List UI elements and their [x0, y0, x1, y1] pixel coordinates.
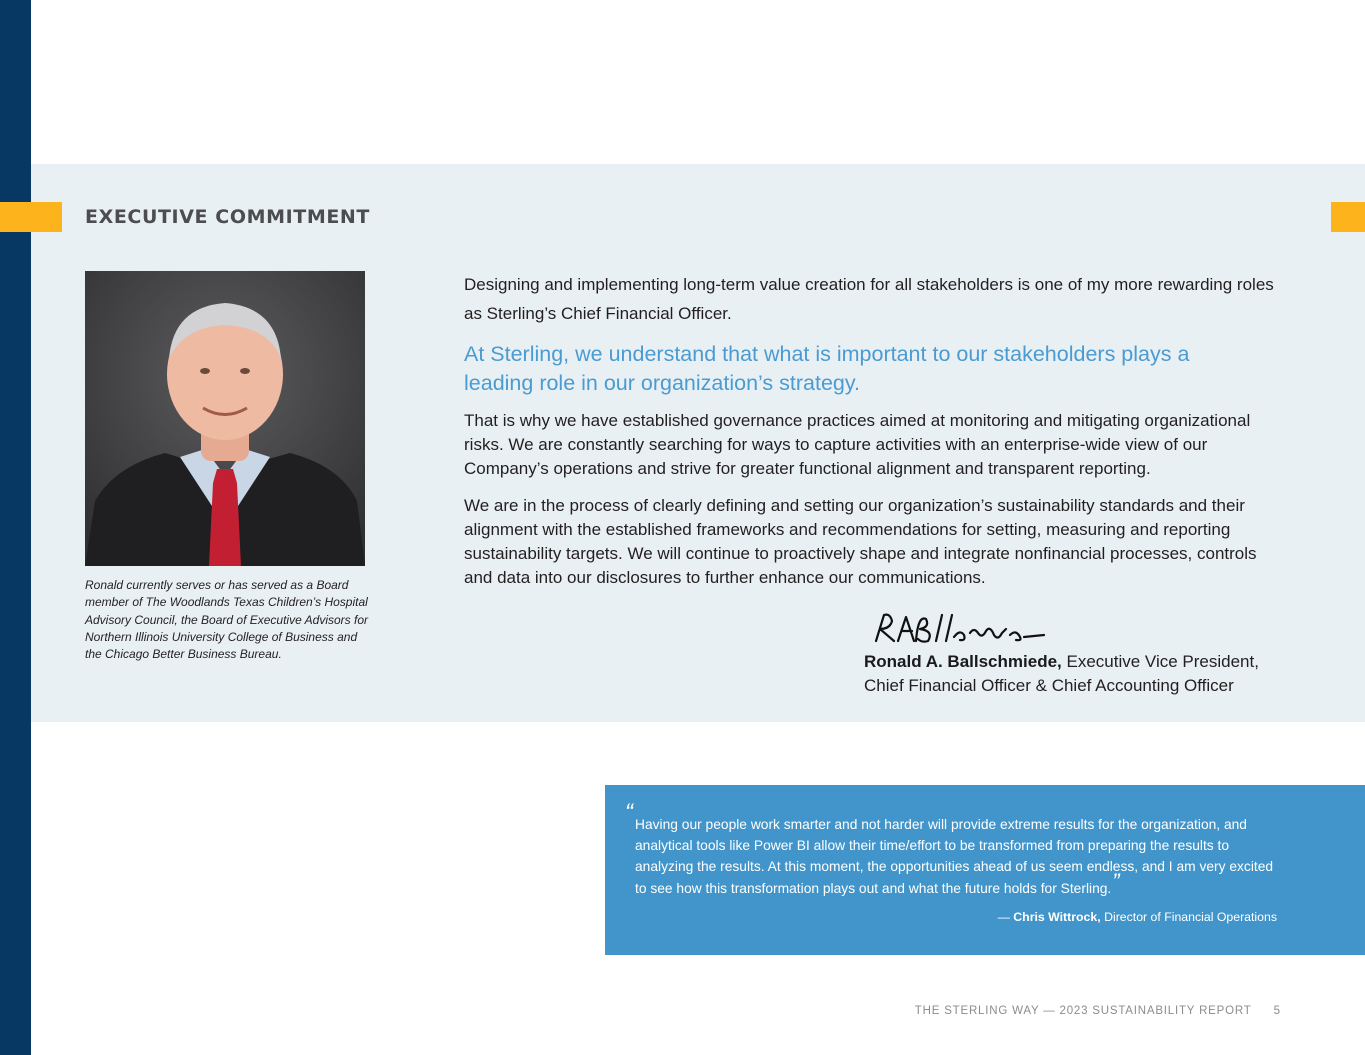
signer-name: Ronald A. Ballschmiede, [864, 652, 1062, 671]
attribution-name: Chris Wittrock, [1013, 910, 1101, 924]
paragraph-governance: That is why we have established governance practices aimed at monitoring and mitigating organizational risks. We are constantly searching for ways to capture activities with an enterprise-wide view of our Company’s operations and strive for greater functional alignment and transparent reporting. [464, 411, 1251, 478]
signer-block [864, 650, 1304, 698]
portrait-illustration [85, 271, 365, 566]
signer-title-line2: Chief Financial Officer & Chief Accounting Officer [864, 676, 1234, 695]
section-title: EXECUTIVE COMMITMENT [85, 206, 370, 228]
signature-image [870, 607, 1050, 647]
testimonial-text [635, 814, 1285, 899]
attribution-title: Director of Financial Operations [1104, 910, 1277, 924]
letter-body [464, 270, 1289, 590]
close-quote-mark: ” [1112, 868, 1120, 894]
executive-portrait [85, 271, 365, 566]
signer-title-line1: Executive Vice President, [1066, 652, 1259, 671]
testimonial-attribution [998, 910, 1277, 924]
page-footer [915, 1005, 1280, 1017]
portrait-caption: Ronald currently serves or has served as a Board member of The Woodlands Texas Children’s Hospital Advisory Council, the Board of Executive Advisors for Northern Illinois University College of Business and the Chicago Better Business Bureau. [85, 578, 369, 662]
footer-report-title: THE STERLING WAY — 2023 SUSTAINABILITY REPORT [914, 1005, 1252, 1017]
testimonial-body: Having our people work smarter and not harder will provide extreme results for the organization, and analytical tools like Power BI allow their time/effort to be transformed from preparing the results to analyzing the results. At this moment, the opportunities ahead of us seem endless, and I am very excited to see how this transformation plays out and what the future holds for Sterling. [635, 817, 1274, 896]
section-marker-left [0, 202, 62, 232]
page-number: 5 [1273, 1005, 1280, 1017]
section-marker-right [1331, 202, 1365, 232]
paragraph-intro: Designing and implementing long-term value creation for all stakeholders is one of my more rewarding roles as Sterling’s Chief Financial Officer. [464, 275, 1274, 323]
attribution-dash: — [997, 910, 1014, 924]
pull-quote: At Sterling, we understand that what is important to our stakeholders plays a leading role in our organization’s strategy. [464, 342, 1190, 395]
left-accent-bar [0, 0, 31, 1055]
paragraph-sustainability: We are in the process of clearly defining and setting our organization’s sustainability standards and their alignment with the established frameworks and recommendations for setting, measuring and reporting sustainability targets. We will continue to proactively shape and integrate nonfinancial processes, controls and data into our disclosures to further enhance our communications. [464, 496, 1257, 587]
open-quote-mark: “ [625, 799, 633, 826]
testimonial-quote-box [605, 785, 1365, 955]
